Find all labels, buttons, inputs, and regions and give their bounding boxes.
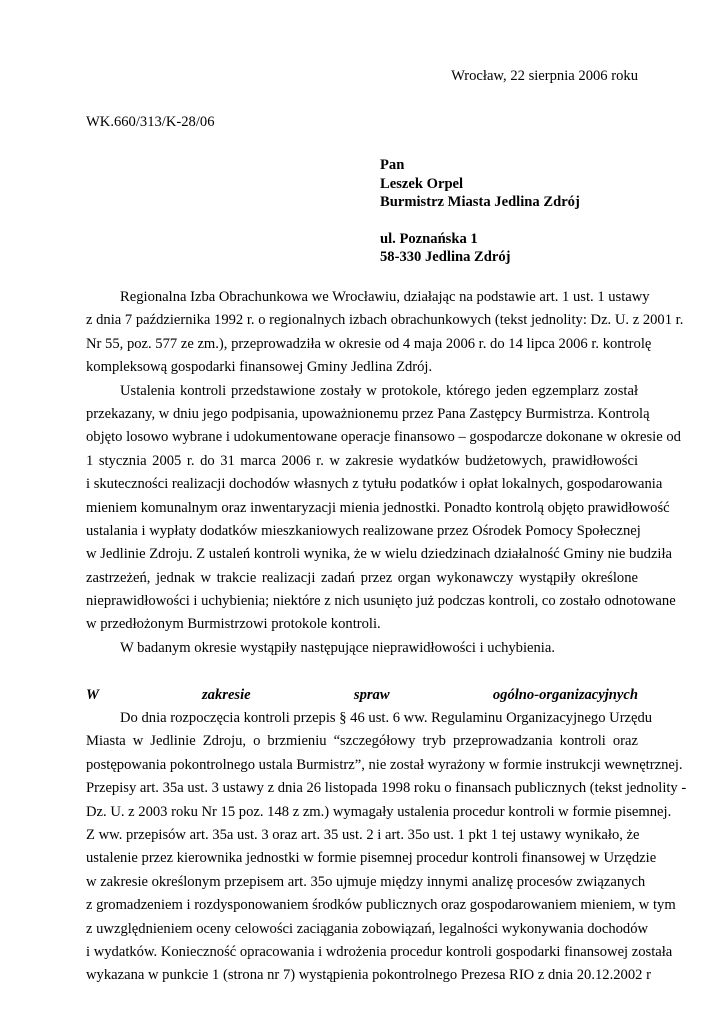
recipient-name: Leszek Orpel bbox=[380, 175, 464, 192]
paragraph-line: w przedłożonym Burmistrzowi protokole kontroli. bbox=[86, 616, 381, 633]
paragraph-line: wykazana w punkcie 1 (strona nr 7) wystąpienia pokontrolnego Prezesa RIO z dnia 20.12.2002 r bbox=[86, 967, 651, 984]
paragraph-line: przekazany, w dniu jego podpisania, upoważnionemu przez Pana Zastępcy Burmistrza. Kontrolą bbox=[86, 405, 650, 422]
recipient-street: ul. Poznańska 1 bbox=[380, 230, 478, 247]
recipient-title: Burmistrz Miasta Jedlina Zdrój bbox=[380, 194, 580, 210]
paragraph-line: w Jedlinie Zdroju. Z ustaleń kontroli wynika, że w wielu dziedzinach działalność Gminy nie budziła bbox=[86, 546, 673, 563]
paragraph-line: W badanym okresie wystąpiły następujące nieprawidłowości i uchybienia. bbox=[120, 639, 555, 656]
paragraph-line: Przepisy art. 35a ust. 3 ustawy z dnia 26 listopada 1998 roku o finansach publicznych (tekst jednolity - bbox=[86, 780, 687, 797]
paragraph-line: postępowania pokontrolnego ustala Burmistrz”, nie został wyrażony w formie instrukcji wewnętrznej. bbox=[86, 756, 683, 773]
paragraph-line: Ustalenia kontroli przedstawione zostały w protokole, którego jeden egzemplarz został bbox=[120, 382, 638, 399]
paragraph-line: Regionalna Izba Obrachunkowa we Wrocławiu, działając na podstawie art. 1 ust. 1 ustawy bbox=[120, 289, 650, 305]
paragraph-line: mieniem komunalnym oraz inwentaryzacji mienia jednostki. Ponadto kontrolą objęto prawidłowość bbox=[86, 499, 670, 516]
paragraph-line: Do dnia rozpoczęcia kontroli przepis § 46 ust. 6 ww. Regulaminu Organizacyjnego Urzędu bbox=[120, 710, 653, 727]
paragraph-line: z gromadzeniem i rozdysponowaniem środków publicznych oraz gospodarowaniem mieniem, w tym bbox=[86, 897, 676, 914]
paragraph-line: i skuteczności realizacji dochodów własnych z tytułu podatków i opłat lokalnych, gospodarowania bbox=[86, 476, 663, 493]
date-line: Wrocław, 22 sierpnia 2006 roku bbox=[451, 68, 638, 84]
paragraph-line: w zakresie określonym przepisem art. 35o ujmuje między innymi analizę procesów związanych bbox=[86, 873, 646, 890]
paragraph-line: kompleksową gospodarki finansowej Gminy Jedlina Zdrój. bbox=[86, 359, 433, 376]
paragraph-line: Miasta w Jedlinie Zdroju, o brzmieniu “szczegółowy tryb przeprowadzania kontroli oraz bbox=[86, 733, 638, 750]
recipient-salutation: Pan bbox=[380, 157, 405, 173]
paragraph-line: ustalania i wypłaty dodatków mieszkaniowych realizowane przez Ośrodek Pomocy Społecznej bbox=[86, 522, 641, 539]
paragraph-line: 1 stycznia 2005 r. do 31 marca 2006 r. w zakresie wydatków budżetowych, prawidłowości bbox=[86, 452, 638, 469]
section-heading: W zakresie spraw ogólno-organizacyjnych bbox=[86, 686, 638, 703]
letter-body bbox=[86, 286, 687, 988]
reference-number: WK.660/313/K-28/06 bbox=[86, 114, 215, 130]
paragraph-line: nieprawidłowości i uchybienia; niektóre z nich usunięto już podczas kontroli, co zostało odnotowane bbox=[86, 593, 676, 610]
paragraph-line: Dz. U. z 2003 roku Nr 15 poz. 148 z zm.) wymagały ustalenia procedur kontroli w formie pisemnej. bbox=[86, 803, 672, 820]
paragraph-line: z uwzględnieniem oceny celowości zaciągania zobowiązań, legalności wykonywania dochodów bbox=[86, 920, 649, 937]
paragraph-line: objęto losowo wybrane i udokumentowane operacje finansowo – gospodarcze dokonane w okresie od bbox=[86, 429, 681, 446]
paragraph-line: zastrzeżeń, jednak w trakcie realizacji zadań przez organ wykonawczy wystąpiły określone bbox=[86, 569, 638, 586]
paragraph-line: ustalenie przez kierownika jednostki w formie pisemnej procedur kontroli finansowej w Urzędzie bbox=[86, 850, 657, 867]
recipient-city: 58-330 Jedlina Zdrój bbox=[380, 249, 511, 265]
paragraph-line: i wydatków. Konieczność opracowania i wdrożenia procedur kontroli gospodarki finansowej została bbox=[86, 943, 673, 960]
paragraph-line: z dnia 7 października 1992 r. o regionalnych izbach obrachunkowych (tekst jednolity: Dz. U. z 2001 r. bbox=[86, 312, 684, 329]
paragraph-line: Nr 55, poz. 577 ze zm.), przeprowadziła w okresie od 4 maja 2006 r. do 14 lipca 2006 r. kontrolę bbox=[86, 335, 652, 352]
paragraph-line: Z ww. przepisów art. 35a ust. 3 oraz art. 35 ust. 2 i art. 35o ust. 1 pkt 1 tej ustawy wynikało, że bbox=[86, 826, 640, 843]
recipient-address bbox=[380, 156, 580, 267]
